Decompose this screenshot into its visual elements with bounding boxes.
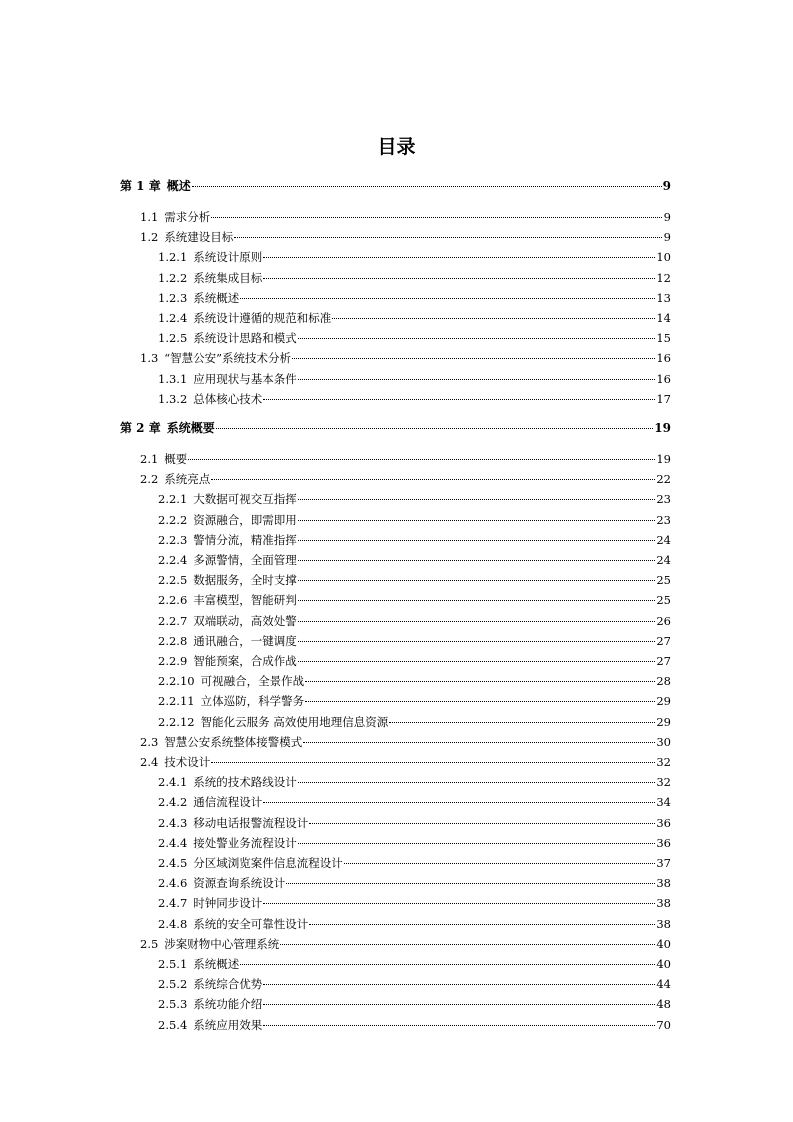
toc-entry-title: 警情分流，精准指挥 — [193, 532, 297, 547]
toc-entry-title: 系统概述 — [193, 290, 240, 305]
toc-leader-dots — [263, 801, 655, 803]
toc-page-number: 38 — [656, 916, 671, 931]
toc-entry-number: 2.2.3 — [158, 532, 188, 547]
toc-page-number: 32 — [656, 755, 671, 769]
toc-entry-title: 大数据可视交互指挥 — [193, 492, 297, 507]
toc-entry-number: 2.2 — [140, 472, 159, 487]
toc-entry-number: 2.4.3 — [158, 815, 188, 830]
toc-page-number: 32 — [656, 775, 671, 790]
toc-leader-dots — [263, 902, 655, 904]
toc-entry[interactable] — [158, 694, 671, 708]
toc-leader-dots — [263, 1024, 655, 1026]
toc-entry-title: 涉案财物中心管理系统 — [164, 936, 280, 951]
toc-page-number: 44 — [656, 977, 671, 992]
toc-entry[interactable] — [158, 250, 671, 264]
toc-leader-dots — [309, 923, 655, 925]
toc-leader-dots — [298, 620, 656, 622]
toc-page-number: 9 — [663, 210, 671, 224]
toc-entry[interactable] — [158, 614, 671, 628]
toc-entry-title: 系统综合优势 — [193, 977, 263, 992]
toc-entry-title: 多源警情，全面管理 — [193, 553, 297, 567]
toc-entry-number: 2.2.8 — [158, 633, 188, 648]
toc-entry[interactable] — [158, 917, 671, 931]
toc-entry-number: 2.5 — [140, 936, 159, 951]
toc-leader-dots — [298, 378, 656, 380]
toc-leader-dots — [188, 458, 655, 460]
toc-leader-dots — [298, 660, 656, 662]
toc-page-number: 37 — [656, 856, 671, 870]
toc-entry-number: 2.2.2 — [158, 512, 188, 527]
toc-page-number: 9 — [662, 179, 671, 193]
toc-leader-dots — [298, 842, 656, 844]
toc-entry-number: 1.3 — [140, 351, 159, 366]
toc-page-number: 38 — [656, 896, 671, 911]
toc-entry-title: 需求分析 — [164, 210, 211, 224]
toc-page-number: 36 — [656, 835, 671, 850]
toc-page-number: 36 — [656, 815, 671, 830]
toc-entry[interactable] — [140, 210, 671, 224]
toc-entry[interactable] — [158, 492, 671, 506]
toc-entry[interactable] — [158, 553, 671, 567]
toc-entry-title: 系统建设目标 — [164, 230, 234, 245]
toc-page-number: 29 — [656, 714, 671, 729]
toc-leader-dots — [298, 498, 656, 500]
toc-entry[interactable] — [140, 452, 671, 466]
toc-entry-number: 2.4 — [140, 755, 159, 769]
toc-entry-number: 2.1 — [140, 452, 159, 466]
toc-entry-number: 1.2.2 — [158, 270, 188, 285]
toc-leader-dots — [211, 216, 662, 218]
toc-leader-dots — [305, 680, 655, 682]
toc-entry-title: 系统的安全可靠性设计 — [193, 916, 309, 931]
toc-entry[interactable] — [158, 291, 671, 305]
toc-page-number: 14 — [656, 311, 671, 325]
toc-entry-number: 2.4.4 — [158, 835, 188, 850]
toc-leader-dots — [332, 317, 655, 319]
toc-entry-number: 1.1 — [140, 210, 159, 224]
toc-entry-title: 应用现状与基本条件 — [193, 371, 297, 386]
toc-leader-dots — [240, 297, 655, 299]
toc-entry-title: “智慧公安”系统技术分析 — [164, 351, 292, 366]
toc-page-number: 70 — [656, 1017, 671, 1032]
toc-entry-number: 1.2.1 — [158, 250, 188, 265]
toc-entry-title: 系统应用效果 — [193, 1017, 263, 1032]
toc-entry-number: 2.4.8 — [158, 916, 188, 931]
toc-leader-dots — [263, 983, 655, 985]
toc-page-number: 38 — [656, 876, 671, 891]
toc-entry[interactable] — [158, 836, 671, 850]
toc-entry-title: 接处警业务流程设计 — [193, 835, 297, 850]
toc-entry[interactable] — [158, 997, 671, 1011]
toc-entry-number: 2.2.5 — [158, 573, 188, 588]
toc-entry-title: 系统设计原则 — [193, 250, 263, 265]
toc-entry[interactable] — [158, 977, 671, 991]
toc-entry-title: 智慧公安系统整体接警模式 — [164, 734, 303, 749]
toc-entry-number: 第 2 章 — [120, 421, 161, 435]
toc-entry-title: 概述 — [166, 179, 191, 193]
toc-leader-dots — [234, 236, 662, 238]
toc-entry-number: 2.2.9 — [158, 654, 188, 668]
toc-entry[interactable] — [158, 331, 671, 345]
toc-page-number: 10 — [656, 250, 671, 265]
toc-entry[interactable] — [158, 593, 671, 607]
toc-entry-title: 时钟同步设计 — [193, 896, 263, 911]
toc-entry[interactable] — [140, 937, 671, 951]
toc-entry[interactable] — [158, 513, 671, 527]
toc-chapter-entry[interactable] — [120, 421, 671, 435]
toc-entry-number: 2.3 — [140, 734, 159, 749]
toc-entry-title: 概要 — [164, 452, 188, 466]
toc-page-number: 29 — [656, 694, 671, 709]
toc-page-number: 19 — [656, 452, 671, 466]
toc-entry-title: 系统亮点 — [164, 472, 211, 487]
toc-entry-title: 系统设计遵循的规范和标准 — [193, 311, 332, 325]
toc-entry-title: 系统的技术路线设计 — [193, 775, 297, 790]
toc-leader-dots — [216, 427, 654, 429]
toc-entry-number: 2.5.2 — [158, 977, 188, 992]
toc-entry[interactable] — [158, 311, 671, 325]
toc-leader-dots — [292, 357, 655, 359]
toc-entry[interactable] — [158, 634, 671, 648]
toc-entry-number: 1.3.1 — [158, 371, 188, 386]
toc-entry-number: 2.2.7 — [158, 613, 188, 628]
toc-leader-dots — [298, 519, 656, 521]
toc-leader-dots — [298, 599, 656, 601]
toc-entry-number: 第 1 章 — [120, 179, 161, 193]
toc-entry-number: 1.3.2 — [158, 391, 188, 406]
toc-entry-title: 系统功能介绍 — [193, 997, 263, 1012]
toc-entry-title: 丰富模型，智能研判 — [193, 593, 297, 608]
toc-leader-dots — [192, 185, 662, 187]
toc-entry-number: 2.4.7 — [158, 896, 188, 911]
page-title: 目录 — [377, 136, 416, 158]
toc-entry-title: 总体核心技术 — [193, 391, 263, 406]
toc-entry[interactable] — [140, 755, 671, 769]
toc-page-number: 23 — [656, 512, 671, 527]
toc-entry-title: 移动电话报警流程设计 — [193, 815, 309, 830]
toc-page-number: 28 — [656, 674, 671, 689]
toc-page-number: 12 — [656, 270, 671, 285]
toc-entry[interactable] — [158, 573, 671, 587]
toc-entry-title: 智能预案，合成作战 — [193, 654, 297, 668]
toc-entry[interactable] — [158, 876, 671, 890]
toc-entry-number: 2.5.4 — [158, 1017, 188, 1032]
toc-leader-dots — [344, 862, 656, 864]
toc-page-number: 13 — [656, 290, 671, 305]
toc-entry-number: 1.2.4 — [158, 311, 188, 325]
toc-leader-dots — [309, 822, 655, 824]
toc-leader-dots — [298, 781, 656, 783]
toc-page-number: 34 — [656, 795, 671, 810]
toc-page-number: 24 — [656, 553, 671, 567]
toc-entry[interactable] — [158, 715, 671, 729]
toc-entry-title: 立体巡防，科学警务 — [200, 694, 305, 709]
toc-entry-title: 资源查询系统设计 — [193, 876, 286, 891]
toc-page-number: 26 — [656, 613, 671, 628]
toc-entry-number: 2.2.6 — [158, 593, 188, 608]
toc-entry-title: 系统概述 — [193, 957, 240, 971]
toc-entry-title: 通讯融合，一键调度 — [193, 633, 297, 648]
toc-page-number: 30 — [656, 734, 671, 749]
toc-entry[interactable] — [140, 735, 671, 749]
toc-entry-number: 2.2.10 — [158, 674, 195, 689]
toc-entry-title: 智能化云服务 高效使用地理信息资源 — [200, 714, 389, 729]
toc-entry-number: 1.2.3 — [158, 290, 188, 305]
toc-leader-dots — [211, 761, 655, 763]
toc-page-number: 24 — [656, 532, 671, 547]
toc-leader-dots — [303, 741, 655, 743]
toc-page-number: 25 — [656, 593, 671, 608]
toc-entry-number: 2.5.3 — [158, 997, 188, 1012]
toc-leader-dots — [240, 963, 655, 965]
toc-page-number: 40 — [656, 936, 671, 951]
toc-leader-dots — [263, 398, 655, 400]
toc-page-number: 16 — [656, 371, 671, 386]
toc-entry[interactable] — [158, 271, 671, 285]
toc-page-number: 9 — [663, 230, 671, 245]
toc-leader-dots — [298, 579, 656, 581]
toc-entry-title: 数据服务，全时支撑 — [193, 573, 297, 588]
toc-entry[interactable] — [158, 674, 671, 688]
toc-entry-number: 2.4.6 — [158, 876, 188, 891]
toc-entry-title: 分区域浏览案件信息流程设计 — [193, 856, 343, 870]
toc-entry-number: 2.4.2 — [158, 795, 188, 810]
toc-chapter-entry[interactable] — [120, 179, 671, 193]
toc-leader-dots — [298, 539, 656, 541]
toc-entry-title: 系统集成目标 — [193, 270, 263, 285]
toc-leader-dots — [305, 700, 655, 702]
toc-entry-title: 通信流程设计 — [193, 795, 263, 810]
toc-entry-title: 双端联动，高效处警 — [193, 613, 297, 628]
toc-entry-title: 技术设计 — [164, 755, 211, 769]
toc-entry[interactable] — [158, 1018, 671, 1032]
toc-entry[interactable] — [158, 856, 671, 870]
toc-page-number: 27 — [656, 654, 671, 668]
toc-page-number: 22 — [656, 472, 671, 487]
toc-page-number: 15 — [656, 331, 671, 346]
toc-entry[interactable] — [140, 472, 671, 486]
toc-leader-dots — [263, 256, 655, 258]
toc-leader-dots — [298, 337, 656, 339]
toc-entry-title: 可视融合，全景作战 — [200, 674, 305, 689]
toc-page-number: 48 — [656, 997, 671, 1012]
toc-entry[interactable] — [158, 533, 671, 547]
toc-leader-dots — [280, 943, 655, 945]
toc-entry-number: 1.2.5 — [158, 331, 188, 346]
toc-entry[interactable] — [158, 795, 671, 809]
toc-entry-number: 1.2 — [140, 230, 159, 245]
toc-entry-number: 2.2.4 — [158, 553, 188, 567]
toc-entry[interactable] — [158, 957, 671, 971]
toc-page-number: 19 — [654, 421, 671, 435]
toc-leader-dots — [263, 1003, 655, 1005]
toc-leader-dots — [298, 640, 656, 642]
toc-leader-dots — [263, 277, 655, 279]
toc-page-number: 40 — [656, 957, 671, 971]
toc-entry[interactable] — [158, 816, 671, 830]
toc-entry-number: 2.2.11 — [158, 694, 195, 709]
toc-entry-number: 2.4.5 — [158, 856, 188, 870]
toc-entry[interactable] — [158, 896, 671, 910]
toc-entry-title: 系统概要 — [166, 421, 215, 435]
toc-page-number: 23 — [656, 492, 671, 507]
toc-page-number: 25 — [656, 573, 671, 588]
toc-page-number: 27 — [656, 633, 671, 648]
toc-entry[interactable] — [140, 351, 671, 365]
toc-page-number: 17 — [656, 391, 671, 406]
toc-leader-dots — [298, 559, 656, 561]
toc-leader-dots — [211, 478, 655, 480]
toc-leader-dots — [389, 721, 655, 723]
toc-leader-dots — [286, 882, 655, 884]
toc-entry-number: 2.5.1 — [158, 957, 188, 971]
toc-entry-number: 2.2.12 — [158, 714, 195, 729]
toc-entry[interactable] — [158, 775, 671, 789]
toc-entry[interactable] — [158, 392, 671, 406]
toc-page-number: 16 — [656, 351, 671, 366]
toc-entry[interactable] — [158, 654, 671, 668]
toc-entry-title: 资源融合，即需即用 — [193, 512, 297, 527]
toc-entry[interactable] — [140, 230, 671, 244]
toc-entry-title: 系统设计思路和模式 — [193, 331, 297, 346]
toc-entry-number: 2.4.1 — [158, 775, 188, 790]
toc-entry[interactable] — [158, 372, 671, 386]
toc-entry-number: 2.2.1 — [158, 492, 188, 507]
